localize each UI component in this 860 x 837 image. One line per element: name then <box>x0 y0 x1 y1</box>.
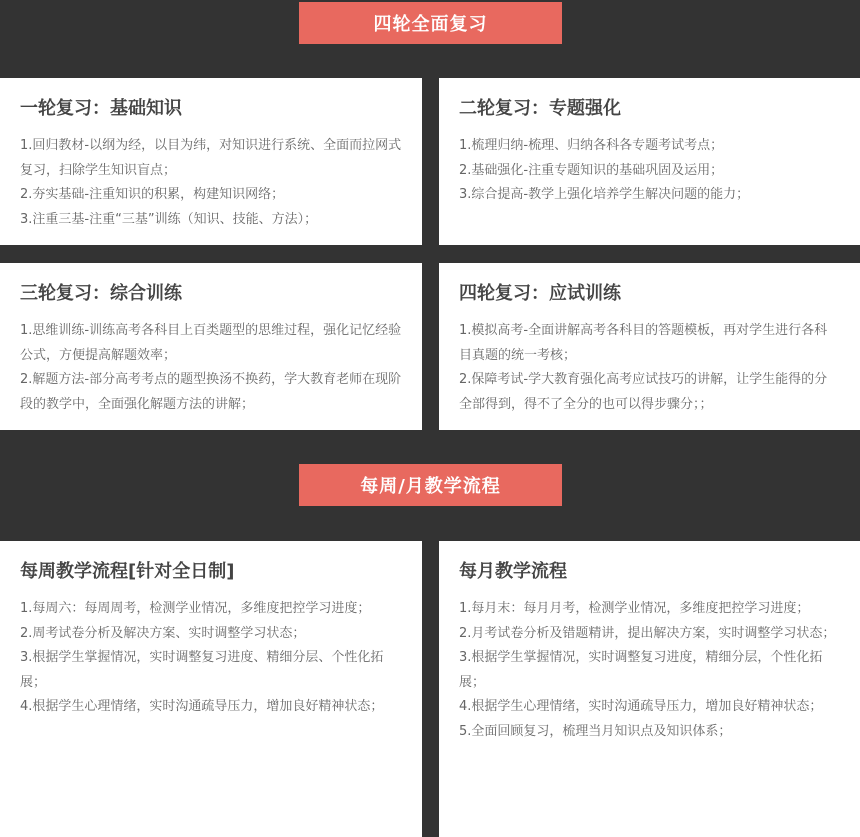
card-title: 二轮复习：专题强化 <box>459 98 621 119</box>
card-line: 1.思维训练-训练高考各科目上百类题型的思维过程，强化记忆经验公式，方便提高解题效率； <box>20 323 402 363</box>
card-line: 2.月考试卷分析及错题精讲，提出解决方案，实时调整学习状态； <box>459 625 836 641</box>
card-body <box>459 597 840 744</box>
card-round-1 <box>0 78 422 245</box>
card-line: 2.夯实基础-注重知识的积累，构建知识网络； <box>20 187 285 202</box>
card-line: 5.全面回顾复习，梳理当月知识点及知识体系； <box>459 723 732 739</box>
card-line: 3.根据学生掌握情况，实时调整复习进度，精细分层，个性化拓展； <box>459 650 823 690</box>
card-body <box>459 134 840 208</box>
card-line: 2.保障考试-学大教育强化高考应试技巧的讲解，让学生能得的分全部得到，得不了全分的也可以得步骤分；； <box>459 372 828 412</box>
card-line: 3.综合提高-教学上强化培养学生解决问题的能力； <box>459 187 750 202</box>
card-line: 4.根据学生心理情绪，实时沟通疏导压力，增加良好精神状态； <box>459 699 823 714</box>
card-title: 每月教学流程 <box>459 561 567 582</box>
card-body <box>20 319 402 417</box>
section-banner-review: 四轮全面复习 <box>299 2 562 44</box>
card-line: 2.解题方法-部分高考考点的题型换汤不换药，学大教育老师在现阶段的教学中，全面强化解题方法的讲解； <box>20 372 402 412</box>
card-line: 1.模拟高考-全面讲解高考各科目的答题模板，再对学生进行各科目真题的统一考核； <box>459 323 828 363</box>
card-line: 1.回归教材-以纲为经，以目为纬，对知识进行系统、全面而拉网式复习，扫除学生知识盲点； <box>20 138 402 178</box>
card-title: 每周教学流程[针对全日制] <box>20 561 235 582</box>
card-title: 一轮复习：基础知识 <box>20 98 182 119</box>
card-title: 四轮复习：应试训练 <box>459 283 621 304</box>
card-line: 3.根据学生掌握情况，实时调整复习进度、精细分层、个性化拓展； <box>20 650 384 690</box>
card-line: 2.周考试卷分析及解决方案、实时调整学习状态； <box>20 625 306 641</box>
card-line: 1.每周六：每周周考，检测学业情况，多维度把控学习进度； <box>20 601 371 616</box>
card-round-3 <box>0 263 422 430</box>
card-weekly <box>0 541 422 837</box>
card-monthly <box>439 541 860 837</box>
card-round-2 <box>439 78 860 245</box>
card-line: 2.基础强化-注重专题知识的基础巩固及运用； <box>459 162 724 178</box>
card-body <box>459 319 840 417</box>
card-line: 3.注重三基-注重“三基”训练（知识、技能、方法）； <box>20 211 318 227</box>
card-line: 1.每月末：每月月考，检测学业情况，多维度把控学习进度； <box>459 601 810 616</box>
card-line: 4.根据学生心理情绪，实时沟通疏导压力，增加良好精神状态； <box>20 699 384 714</box>
card-body <box>20 597 402 720</box>
section-banner-schedule: 每周/月教学流程 <box>299 464 562 506</box>
card-line: 1.梳理归纳-梳理、归纳各科各专题考试考点； <box>459 138 724 153</box>
card-title: 三轮复习：综合训练 <box>20 283 182 304</box>
card-round-4 <box>439 263 860 430</box>
card-body <box>20 134 402 232</box>
